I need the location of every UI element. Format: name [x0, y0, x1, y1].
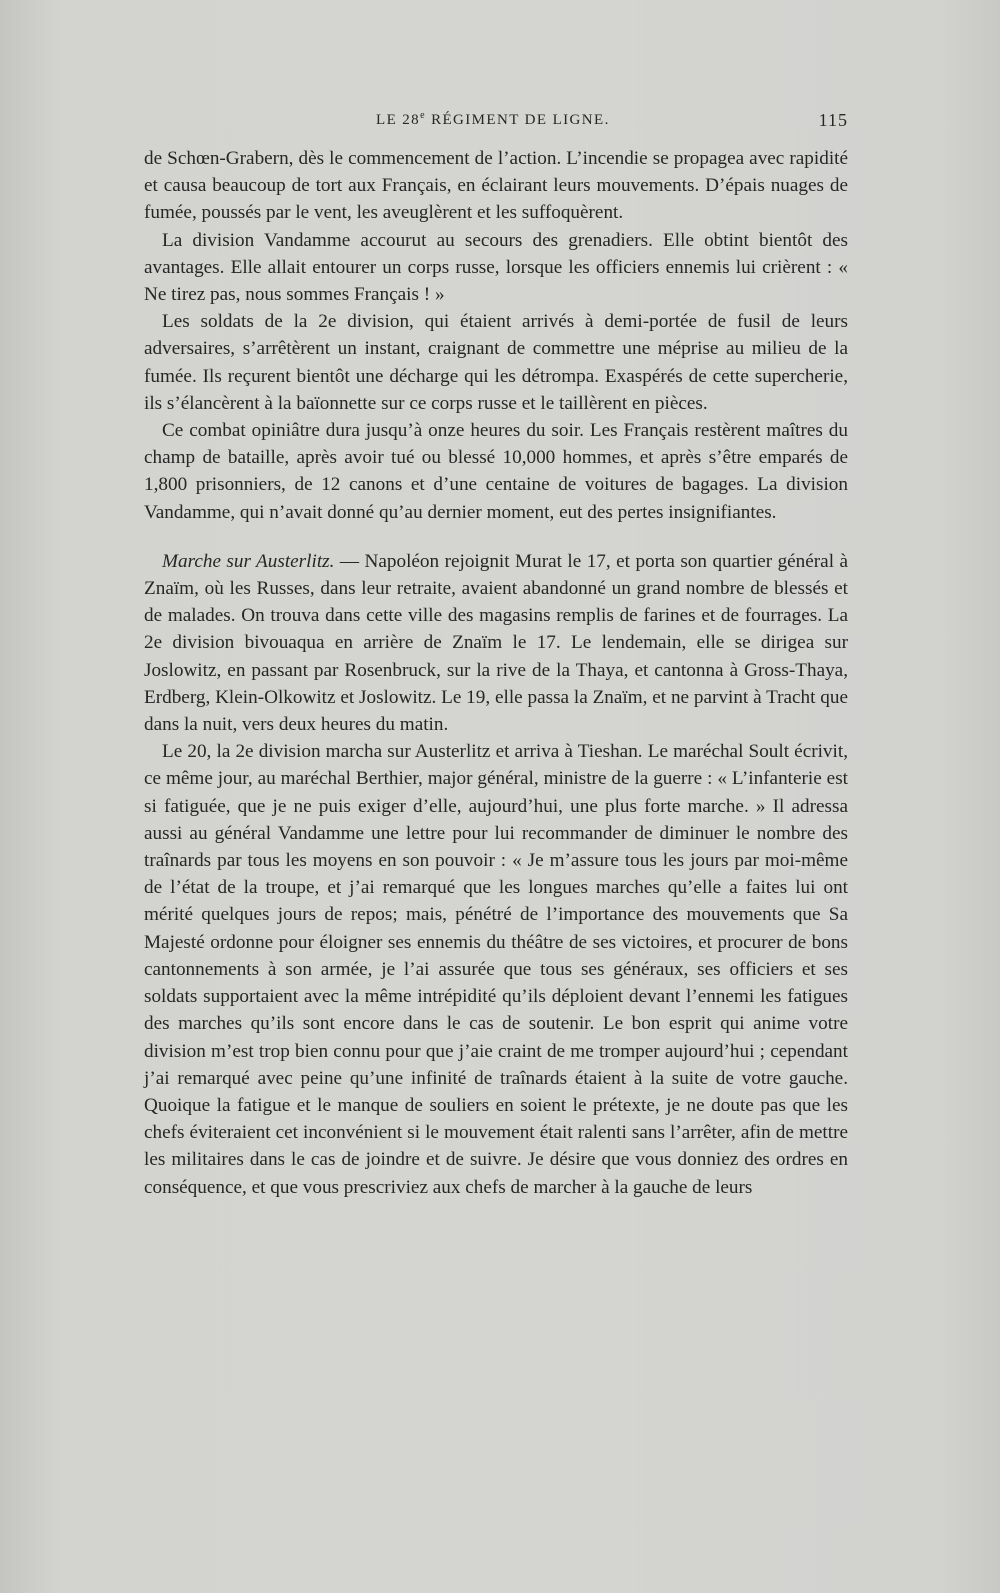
page-number: 115: [818, 110, 848, 130]
paragraph: Le 20, la 2e division marcha sur Austerlitz et arriva à Tieshan. Le maréchal Soult écrivit, ce même jour, au maréchal Berthier, major général, ministre de la guerre : « L’infanterie est si fatiguée, que je ne puis exiger d’elle, aujourd’hui, une plus forte marche. » Il adressa aussi au général Vandamme une lettre pour lui recommander de diminuer le nombre des traînards par tous les moyens en son pouvoir : « Je m’assure tous les jours par moi-même de l’état de la troupe, et j’ai remarqué que les longues marches qu’elle a faites lui ont mérité quelques jours de repos; mais, pénétré de l’importance des mouvements que Sa Majesté ordonne pour éloigner ses ennemis du théâtre de ses victoires, et procurer de bons cantonnements à son armée, je l’ai assurée que tous ses généraux, ses officiers et ses soldats supportaient avec la même intrépidité qu’ils déploient devant l’ennemi les fatigues des marches qu’ils sont encore dans le cas de soutenir. Le bon esprit qui anime votre division m’est trop bien connu pour que j’aie craint de me tromper aujourd’hui ; cependant j’ai remarqué avec peine qu’une infinité de traînards étaient à la suite de votre gauche. Quoique la fatigue et le manque de souliers en soient le prétexte, je ne doute pas que les chefs éviteraient cet inconvénient si le mouvement était ralenti sans l’arrêter, afin de mettre les militaires dans le cas de joindre et de suivre. Je désire que vous donniez des ordres en conséquence, et que vous prescriviez aux chefs de marcher à la gauche de leurs: [144, 741, 848, 1198]
paragraph: de Schœn-Grabern, dès le commencement de l’action. L’incendie se propagea avec rapidité et causa beaucoup de tort aux Français, en éclairant leurs mouvements. D’épais nuages de fumée, poussés par le vent, les aveuglèrent et les suffoquèrent.: [144, 148, 848, 224]
paragraph: Ce combat opiniâtre dura jusqu’à onze heures du soir. Les Français restèrent maîtres du champ de bataille, après avoir tué ou blessé 10,000 hommes, et après s’être emparés de 1,800 prisonniers, de 12 canons et d’une centaine de voitures de bagages. La division Vandamme, qui n’avait donné qu’au dernier moment, eut des pertes insignifiantes.: [144, 420, 848, 523]
section-title: Marche sur Austerlitz.: [162, 550, 335, 572]
section-paragraph: [144, 548, 848, 738]
paragraph: La division Vandamme accourut au secours des grenadiers. Elle obtint bientôt des avantages. Elle allait entourer un corps russe, lorsque les officiers ennemis lui crièrent : « Ne tirez pas, nous sommes Français ! »: [144, 229, 848, 306]
running-title: LE 28e RÉGIMENT DE LIGNE.: [376, 110, 610, 128]
body-text: [144, 145, 848, 1201]
page-header: [144, 110, 848, 134]
paragraph: Les soldats de la 2e division, qui étaient arrivés à demi-portée de fusil de leurs adversaires, s’arrêtèrent un instant, craignant de commettre une méprise au milieu de la fumée. Ils reçurent bientôt une décharge qui les détrompa. Exaspérés de cette supercherie, ils s’élancèrent à la baïonnette sur ce corps russe et le taillèrent en pièces.: [144, 311, 848, 414]
section-lead-text: — Napoléon rejoignit Murat le 17, et porta son quartier général à Znaïm, où les Russes, dans leur retraite, avaient abandonné un grand nombre de blessés et de malades. On trouva dans cette ville des magasins remplis de farines et de fourrages. La 2e division bivouaqua en arrière de Znaïm le 17. Le lendemain, elle se dirigea sur Joslowitz, en passant par Rosenbruck, sur la rive de la Thaya, et cantonna à Gross-Thaya, Erdberg, Klein-Olkowitz et Joslowitz. Le 19, elle passa la Znaïm, et ne parvint à Tracht que dans la nuit, vers deux heures du matin.: [144, 550, 849, 736]
